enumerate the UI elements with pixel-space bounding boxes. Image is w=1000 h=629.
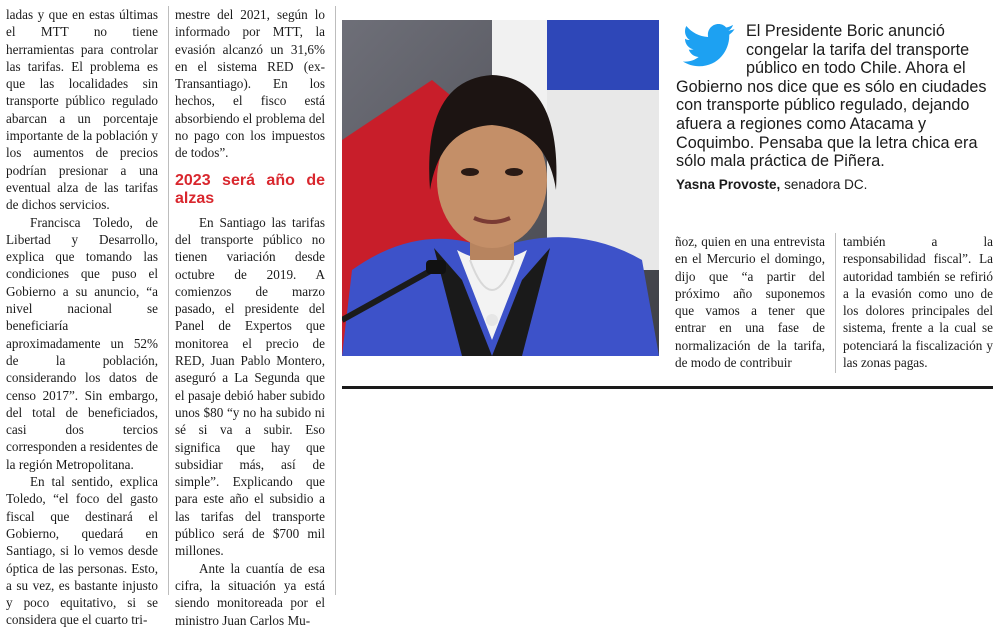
tweet-text: El Presidente Boric anunció congelar la tarifa del transporte público en todo Chile. Ahora el Gobierno nos dice que es sólo en ciudades con transporte público regulado, dejando afuera a regiones como Atacama y Coquimbo. Pensaba que la letra chica era sólo mala práctica de Piñera.: [676, 22, 987, 171]
article-paragraph: En Santiago las tarifas del transporte público no tienen variación desde octubre de 2019. A comienzos de marzo pasado, el presidente del Panel de Expertos que monitorea el precio de RED, Juan Pablo Montero, aseguró a La Segunda que el pasaje debió haber subido unos $80 “y no ha subido ni sé si va a subir. Eso significa que hay que subsidiar más, así de simple”. Explicando que para este año el subsidio a las tarifas del transporte público será de $700 mil millones.: [175, 214, 325, 559]
portrait-illustration: [342, 20, 659, 356]
section-rule: [342, 386, 993, 389]
tweet-attribution: [676, 177, 992, 193]
article-paragraph: ladas y que en estas últimas el MTT no tiene herramientas para controlar las tarifas. El problema es que las localidades sin transporte público regulado abarcan a un porcentaje importante de la población y los aumentos de precios podrían presionar a una eventual alza de las tarifas de dichos servicios.: [6, 7, 158, 213]
tweet-quote: [676, 22, 992, 193]
article-column-4: [843, 233, 993, 371]
column-divider: [168, 6, 169, 595]
article-paragraph: Francisca Toledo, de Libertad y Desarrollo, explica que tomando las condiciones que puso el Gobierno a su anuncio, “a nivel nacional se beneficiaría aproximadamente un 52% de la población, considerando los datos de censo 2017”. Sin embargo, del total de beneficiados, casi dos tercios corresponden a residentes de la región Metropolitana.: [6, 214, 158, 472]
tweet-author-name: Yasna Provoste,: [676, 176, 781, 192]
article-column-1: [6, 6, 158, 629]
twitter-bird-icon: [680, 24, 738, 68]
article-paragraph: mestre del 2021, según lo informado por MTT, la evasión alcanzó un 31,6% en el sistema RED (ex-Transantiago). En los hechos, el fisco está absorbiendo el problema del no pago con los impuestos de todos”.: [175, 7, 325, 161]
column-divider: [835, 233, 836, 373]
article-paragraph: Ante la cuantía de esa cifra, la situación ya está siendo monitoreada por el ministro Juan Carlos Mu-: [175, 560, 325, 628]
tweet-author-role: senadora DC.: [780, 176, 868, 192]
article-paragraph: también a la responsabilidad fiscal”. La autoridad también se refirió a la evasión como uno de los dolores principales del sistema, frente a la cual se potenciará la fiscalización y las zonas pagas.: [843, 234, 993, 371]
article-subheading: 2023 será año de alzas: [175, 171, 325, 207]
article-column-2: [175, 6, 325, 629]
article-paragraph: En tal sentido, explica Toledo, “el foco del gasto fiscal que destinará el Gobierno, quedará en Santiago, si lo vemos desde óptica de las personas. Esto, a su vez, es bastante injusto y poco equitativo, si se considera que el cuarto tri-: [6, 474, 158, 628]
column-divider: [335, 6, 336, 595]
article-column-3: [675, 233, 825, 371]
article-paragraph: ñoz, quien en una entrevista en el Mercurio el domingo, dijo que “a partir del próximo año suponemos que vamos a tener que entrar en una fase de normalización de la tarifa, de modo de contribuir: [675, 234, 825, 371]
senator-photo: [342, 20, 659, 356]
